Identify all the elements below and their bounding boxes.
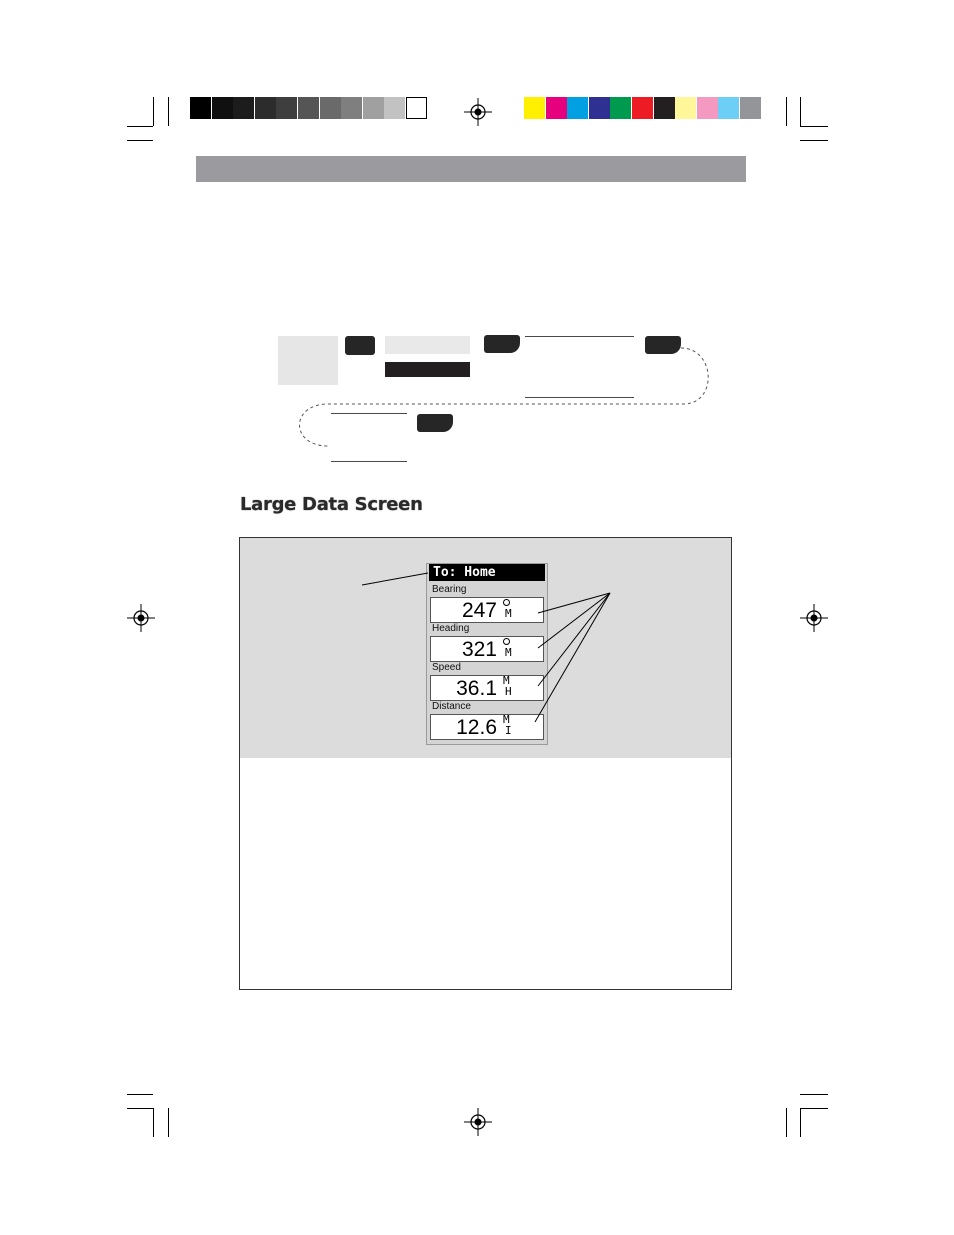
speed-unit-top: M [503,674,510,687]
distance-unit-top: M [503,713,510,726]
distance-value: 12.6 [456,716,497,739]
heading-value: 321 [461,638,497,661]
callout-line-distance [535,593,610,722]
field-label-distance: Distance [432,701,471,712]
speed-unit-bottom: H [505,685,512,698]
callout-line-bearing [538,593,610,613]
destination-title: To: Home [429,564,545,581]
callout-line-title [362,573,428,585]
bearing-value: 247 [461,599,497,622]
bearing-unit: M [505,607,512,620]
distance-unit-bottom: I [505,724,512,737]
speed-value: 36.1 [456,677,497,700]
field-label-speed: Speed [432,662,461,673]
heading-unit: M [505,646,512,659]
field-label-heading: Heading [432,623,470,634]
section-heading: Large Data Screen [240,494,423,515]
field-label-bearing: Bearing [432,584,467,595]
